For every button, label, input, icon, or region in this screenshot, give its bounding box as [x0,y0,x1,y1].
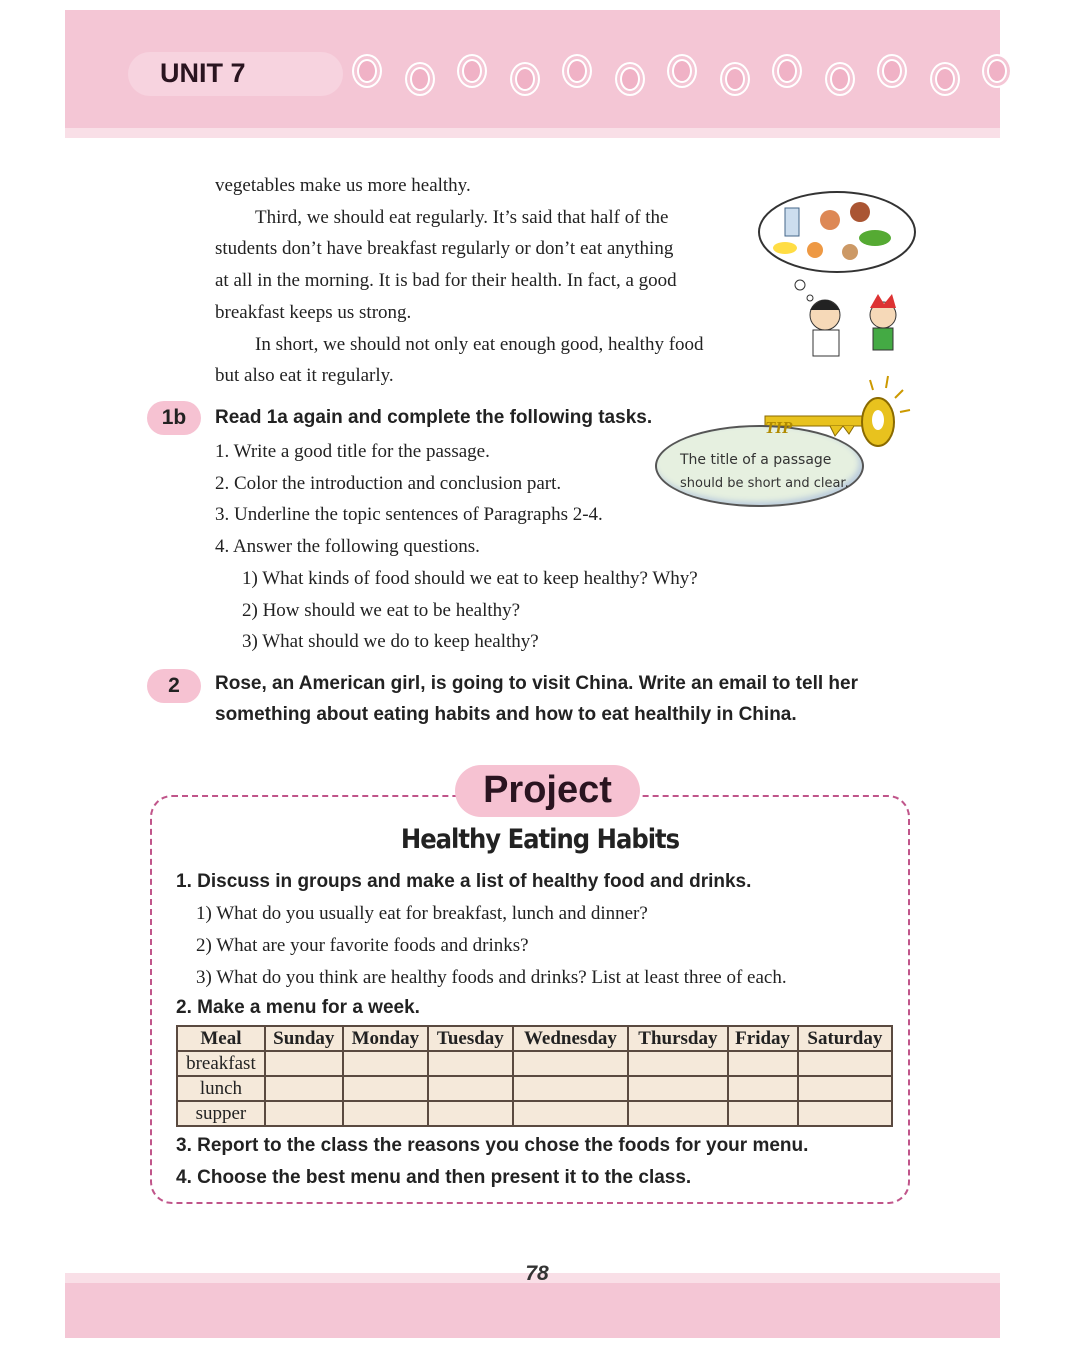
passage-line: breakfast keeps us strong. [215,301,412,323]
table-cell: Friday [728,1026,798,1051]
table-cell [798,1076,892,1101]
exercise-2-line2: something about eating habits and how to eat healthily in China. [215,704,797,725]
passage-line: Third, we should eat regularly. It’s said that half of the [255,206,669,228]
table-cell: Meal [177,1026,265,1051]
passage-line: vegetables make us more healthy. [215,175,471,196]
page-number: 78 [525,1262,549,1285]
project-step-3: 3. Report to the class the reasons you chose the foods for your menu. [176,1135,809,1156]
table-cell: Monday [343,1026,428,1051]
table-cell [513,1076,629,1101]
table-cell: Thursday [628,1026,727,1051]
task-item: 1. Write a good title for the passage. [215,441,490,462]
table-cell [265,1076,343,1101]
food-thought-illustration [755,190,920,360]
table-cell [798,1051,892,1076]
weekly-menu-table [176,1025,893,1127]
exercise-2-line1: Rose, an American girl, is going to visit China. Write an email to tell her [215,673,858,694]
ring-icon [930,62,960,96]
table-cell [628,1076,727,1101]
ring-icon [720,62,750,96]
ring-icon [562,54,592,88]
tip-label: TIP [765,418,793,437]
task-item: 4. Answer the following questions. [215,536,480,558]
table-cell [428,1101,513,1126]
table-cell [798,1101,892,1126]
task-item: 2. Color the introduction and conclusion part. [215,472,562,494]
table-cell [513,1051,629,1076]
question-item: 1) What kinds of food should we eat to keep healthy? Why? [242,568,698,589]
ring-icon [667,54,697,88]
table-row [177,1051,892,1076]
table-cell [343,1051,428,1076]
table-cell [265,1101,343,1126]
table-cell: Saturday [798,1026,892,1051]
ring-icon [877,54,907,88]
table-cell: Wednesday [513,1026,629,1051]
ring-icon [510,62,540,96]
table-cell [728,1076,798,1101]
table-cell [513,1101,629,1126]
table-cell [628,1101,727,1126]
unit-title: UNIT 7 [160,58,246,88]
passage-line: students don’t have breakfast regularly or don’t eat anything [215,238,674,260]
table-cell: lunch [177,1076,265,1101]
project-question: 2) What are your favorite foods and drinks? [196,935,529,956]
project-question: 3) What do you think are healthy foods and drinks? List at least three of each. [196,967,787,988]
project-step-2: 2. Make a menu for a week. [176,997,420,1018]
ring-icon [825,62,855,96]
ring-icon [772,54,802,88]
passage-line: but also eat it regularly. [215,365,394,387]
table-cell [343,1101,428,1126]
exercise-badge-2: 2 [147,669,201,703]
exercise-1b-instruction: Read 1a again and complete the following tasks. [215,407,653,428]
table-cell: Tuesday [428,1026,513,1051]
table-cell [728,1051,798,1076]
tip-text-line1: The title of a passage [680,452,832,468]
question-item: 3) What should we do to keep healthy? [242,631,539,653]
task-item: 3. Underline the topic sentences of Paragraphs 2-4. [215,504,603,526]
table-cell [728,1101,798,1126]
table-row [177,1076,892,1101]
table-cell: breakfast [177,1051,265,1076]
ring-icon [615,62,645,96]
ring-icon [982,54,1012,88]
tip-text-line2: should be short and clear. [680,476,849,491]
table-cell [628,1051,727,1076]
table-header-row [177,1026,892,1051]
question-item: 2) How should we eat to be healthy? [242,599,521,621]
table-cell [428,1076,513,1101]
table-cell [428,1051,513,1076]
table-cell [265,1051,343,1076]
table-cell: Sunday [265,1026,343,1051]
project-step-1: 1. Discuss in groups and make a list of healthy food and drinks. [176,871,752,892]
passage-line: In short, we should not only eat enough good, healthy food [255,333,704,355]
ring-icon [352,54,382,88]
passage-line: at all in the morning. It is bad for their health. In fact, a good [215,270,677,292]
project-step-4: 4. Choose the best menu and then present it to the class. [176,1167,692,1188]
project-question: 1) What do you usually eat for breakfast, lunch and dinner? [196,903,648,924]
table-cell [343,1076,428,1101]
table-cell: supper [177,1101,265,1126]
exercise-badge-1b: 1b [147,401,201,435]
ring-icon [457,54,487,88]
ring-icon [405,62,435,96]
project-title: Project [455,765,640,817]
table-row [177,1101,892,1126]
project-subtitle: Healthy Eating Habits [400,824,680,855]
